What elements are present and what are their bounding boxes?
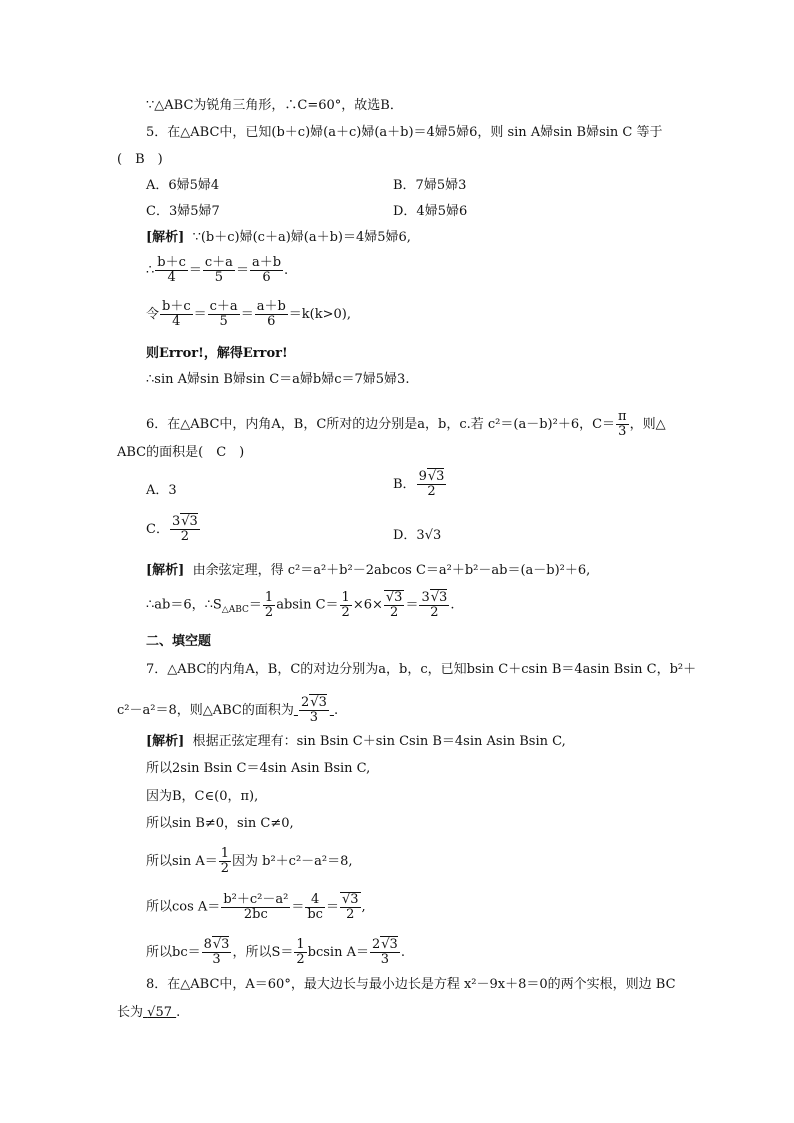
fraction: $\frac{√3}{2}$ bbox=[385, 590, 403, 620]
fraction: $\frac{\text{b²＋c²－a²}}{2bc}$ bbox=[223, 891, 289, 922]
option-c: C． $\frac{3√3}{2}$ bbox=[146, 514, 198, 544]
fraction: $\frac{√3}{2}$ bbox=[341, 892, 359, 922]
fraction: $\frac{3√3}{2}$ bbox=[171, 514, 198, 544]
equation-line: ∴ $\frac{b+c}{4}$ ＝ $\frac{c+a}{5}$ ＝ $\frac{a+b}{6}$ . bbox=[146, 255, 289, 285]
analysis-label: [解析] bbox=[146, 563, 185, 578]
let-label: 令 bbox=[146, 307, 160, 322]
question-8-stem: 8．在△ABC中，A＝60°，最大边长与最小边长是方程 x²－9x＋8＝0的两个实根，则边 BC bbox=[146, 977, 676, 992]
equation-line: 令 $\frac{b+c}{4}$ ＝ $\frac{c+a}{5}$ ＝ $\frac{a+b}{6}$ ＝k(k>0), bbox=[146, 299, 351, 329]
analysis-label: [解析] bbox=[146, 230, 185, 245]
fraction: $\frac{a+b}{6}$ bbox=[251, 255, 282, 285]
question-6-stem: 6．在△ABC中，内角A，B，C所对的边分别是a，b，c.若 c²＝(a－b)²＋6，C＝ $\frac{\pi}{3}$ ，则△ bbox=[146, 409, 666, 439]
question-8-stem: 长为 √57 . bbox=[117, 1005, 181, 1020]
fraction: $\frac{b+c}{4}$ bbox=[162, 299, 191, 329]
fraction: $\frac{a+b}{6}$ bbox=[256, 299, 286, 329]
option-b: B． $\frac{9√3}{2}$ bbox=[393, 469, 445, 499]
analysis-label: [解析] bbox=[146, 734, 185, 749]
analysis-text: ∵(b＋c)婦(c＋a)婦(a＋b)＝4婦5婦6, bbox=[192, 230, 411, 245]
fraction: $\frac{\pi}{3}$ bbox=[618, 409, 627, 439]
analysis-line: [解析] 根据正弦定理有：sin Bsin C＋sin Csin B＝4sin Asin Bsin C, bbox=[146, 734, 566, 749]
error-line: 则Error!，解得Error! bbox=[146, 346, 288, 361]
option-a: A．6婦5婦4 bbox=[146, 178, 220, 193]
fraction: $\frac{9√3}{2}$ bbox=[418, 469, 445, 499]
text-line: ∵△ABC为锐角三角形，∴C=60°，故选B． bbox=[146, 98, 403, 113]
fraction: $\frac{1}{2}$ bbox=[341, 589, 350, 620]
fraction: $\frac{b+c}{4}$ bbox=[157, 255, 186, 285]
question-5-stem: 5．在△ABC中，已知(b＋c)婦(a＋c)婦(a＋b)＝4婦5婦6，则 sin A婦sin B婦sin C 等于 bbox=[146, 125, 663, 140]
text-line: 所以2sin Bsin C＝4sin Asin Bsin C, bbox=[146, 761, 371, 776]
fraction: $\frac{4}{bc}$ bbox=[307, 891, 323, 922]
fraction: $\frac{c+a}{5}$ bbox=[204, 255, 233, 285]
fraction: $\frac{1}{2}$ bbox=[264, 589, 274, 620]
fraction: $\frac{c+a}{5}$ bbox=[209, 299, 238, 329]
option-d: D．3√3 bbox=[393, 528, 442, 543]
equation-line: 所以sin A＝ $\frac{1}{2}$ 因为 b²＋c²－a²＝8, bbox=[146, 846, 353, 876]
fraction: $\frac{2√3}{3}$ bbox=[301, 695, 327, 725]
fraction: $\frac{1}{2}$ bbox=[296, 937, 305, 967]
option-b: B．7婦5婦3 bbox=[393, 178, 467, 193]
option-d: D．4婦5婦6 bbox=[393, 204, 468, 219]
question-7-stem: c²－a²＝8，则△ABC的面积为 $\frac{2√3}{3}$ . bbox=[117, 695, 339, 725]
question-7-stem: 7．△ABC的内角A，B，C的对边分别为a，b，c，已知bsin C＋csin B＝4asin Bsin C，b²＋ bbox=[146, 662, 697, 677]
section-heading: 二、填空题 bbox=[146, 634, 212, 649]
fraction: $\frac{3√3}{2}$ bbox=[421, 589, 448, 620]
equation-line: 所以cos A＝ $\frac{\text{b²＋c²－a²}}{2bc}$ ＝ $\frac{4}{bc}$ ＝ $\frac{√3}{2}$ , bbox=[146, 891, 366, 922]
option-a: A．3 bbox=[146, 483, 177, 498]
text-line: 所以sin B≠0，sin C≠0, bbox=[146, 816, 294, 831]
fraction: $\frac{8√3}{3}$ bbox=[203, 937, 230, 967]
question-5-answer: ( B ) bbox=[117, 152, 163, 167]
text-line: 因为B，C∈(0，π), bbox=[146, 789, 259, 804]
equation-line: 所以bc＝ $\frac{8√3}{3}$ ，所以S＝ $\frac{1}{2}$ bcsin A＝ $\frac{2√3}{3}$ . bbox=[146, 937, 405, 967]
analysis-line: [解析] 由余弦定理，得 c²＝a²＋b²－2abcos C＝a²＋b²－ab＝(a－b)²＋6, bbox=[146, 563, 591, 578]
fraction: $\frac{1}{2}$ bbox=[220, 846, 230, 876]
fraction: $\frac{2√3}{3}$ bbox=[371, 937, 398, 967]
equation-line: ∴ab＝6，$\therefore S_{\triangle ABC}=$ $\frac{1}{2}$ absin C＝ $\frac{1}{2}$ ×6× $\frac{√3}{2}$ ＝ $\frac{3√3}{2}$ . bbox=[146, 589, 455, 620]
analysis-line bbox=[146, 229, 411, 247]
question-6-answer: ABC的面积是( C ) bbox=[117, 445, 245, 460]
therefore-symbol: ∴ bbox=[146, 263, 155, 278]
option-c: C．3婦5婦7 bbox=[146, 204, 220, 219]
text-line: ∴sin A婦sin B婦sin C＝a婦b婦c＝7婦5婦3. bbox=[146, 372, 410, 387]
question-8-answer: √57 bbox=[147, 1005, 172, 1020]
